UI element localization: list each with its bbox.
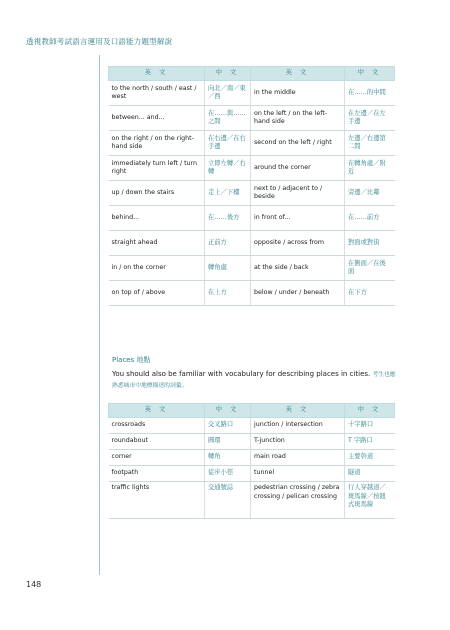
table-row: [109, 418, 395, 434]
english-term: main road: [251, 450, 345, 466]
column-header: 英 文: [109, 404, 205, 418]
page-number: 148: [26, 580, 42, 589]
chinese-term: 十字路口: [345, 418, 395, 434]
chinese-term: 對面或對街: [345, 231, 395, 256]
chinese-term: 旁邊／比鄰: [345, 181, 395, 206]
chinese-term: 轉角處: [205, 256, 251, 281]
english-term: opposite / across from: [251, 231, 345, 256]
english-term: roundabout: [109, 434, 205, 450]
chinese-term: 圓環: [205, 434, 251, 450]
chinese-term: 左邊／右邊第二間: [345, 131, 395, 156]
chinese-term: 立即左轉／右轉: [205, 156, 251, 181]
chinese-term: 在……前方: [345, 206, 395, 231]
table-row: [109, 206, 395, 231]
column-header: 中 文: [205, 67, 251, 81]
column-header: 中 文: [345, 404, 395, 418]
english-term: to the north / south / east / west: [109, 81, 205, 106]
table-row: [109, 434, 395, 450]
english-term: in the middle: [251, 81, 345, 106]
english-term: in front of...: [251, 206, 345, 231]
table-row: [109, 81, 395, 106]
chinese-term: 走上／下樓: [205, 181, 251, 206]
chinese-term: 交通號誌: [205, 482, 251, 519]
running-head: 透視教師考試語言運用及口語能力題型解說: [26, 37, 173, 46]
table-row: [109, 281, 395, 306]
table-row: [109, 466, 395, 482]
table-row: [109, 450, 395, 466]
english-term: pedestrian crossing / zebra crossing / pelican crossing: [251, 482, 345, 519]
directions-vocabulary-table: [108, 66, 395, 306]
chinese-term: 轉角: [205, 450, 251, 466]
english-term: at the side / back: [251, 256, 345, 281]
english-term: crossroads: [109, 418, 205, 434]
chinese-term: 在上方: [205, 281, 251, 306]
column-header: 英 文: [251, 67, 345, 81]
english-term: on the left / on the left-hand side: [251, 106, 345, 131]
english-term: tunnel: [251, 466, 345, 482]
chinese-term: 徒步小徑: [205, 466, 251, 482]
chinese-term: 正前方: [205, 231, 251, 256]
table-row: [109, 231, 395, 256]
english-term: straight ahead: [109, 231, 205, 256]
english-term: second on the left / right: [251, 131, 345, 156]
english-term: footpath: [109, 466, 205, 482]
english-term: junction / intersection: [251, 418, 345, 434]
column-header: 英 文: [109, 67, 205, 81]
english-term: traffic lights: [109, 482, 205, 519]
table-row: [109, 156, 395, 181]
english-term: corner: [109, 450, 205, 466]
chinese-term: 在轉角處／附近: [345, 156, 395, 181]
english-term: in / on the corner: [109, 256, 205, 281]
column-header: 英 文: [251, 404, 345, 418]
table-header-row: [109, 404, 395, 418]
english-term: immediately turn left / turn right: [109, 156, 205, 181]
column-header: 中 文: [205, 404, 251, 418]
english-term: behind...: [109, 206, 205, 231]
intro-paragraph: [112, 369, 397, 391]
chinese-term: 行人穿越道／斑馬線／按鈕式斑馬線: [345, 482, 395, 519]
english-term: up / down the stairs: [109, 181, 205, 206]
english-term: on top of / above: [109, 281, 205, 306]
table-row: [109, 131, 395, 156]
chinese-term: 交叉路口: [205, 418, 251, 434]
chinese-term: T 字路口: [345, 434, 395, 450]
column-header: 中 文: [345, 67, 395, 81]
chinese-term: 在右邊／在右手邊: [205, 131, 251, 156]
table-header-row: [109, 67, 395, 81]
section-heading: Places 地點: [112, 356, 151, 364]
english-term: below / under / beneath: [251, 281, 345, 306]
table-row: [109, 256, 395, 281]
table-row: [109, 181, 395, 206]
english-term: around the corner: [251, 156, 345, 181]
chinese-term: 隧道: [345, 466, 395, 482]
chinese-term: 在下方: [345, 281, 395, 306]
english-term: next to / adjacent to / beside: [251, 181, 345, 206]
table-row: [109, 482, 395, 519]
chinese-term: 主要幹道: [345, 450, 395, 466]
intro-text-chinese: 考生也應熟悉城市中地標描述的詞彙。: [112, 372, 396, 389]
english-term: T-junction: [251, 434, 345, 450]
chinese-term: 在……後方: [205, 206, 251, 231]
chinese-term: 在……的中間: [345, 81, 395, 106]
chinese-term: 向北／南／東／西: [205, 81, 251, 106]
places-vocabulary-table: [108, 403, 395, 519]
margin-rule: [99, 55, 100, 575]
chinese-term: 在左邊／在左手邊: [345, 106, 395, 131]
chinese-term: 在……與……之間: [205, 106, 251, 131]
english-term: between... and...: [109, 106, 205, 131]
english-term: on the right / on the right-hand side: [109, 131, 205, 156]
table-row: [109, 106, 395, 131]
chinese-term: 在側面／在後面: [345, 256, 395, 281]
intro-text: You should also be familiar with vocabulary for describing places in cities.: [112, 370, 371, 378]
